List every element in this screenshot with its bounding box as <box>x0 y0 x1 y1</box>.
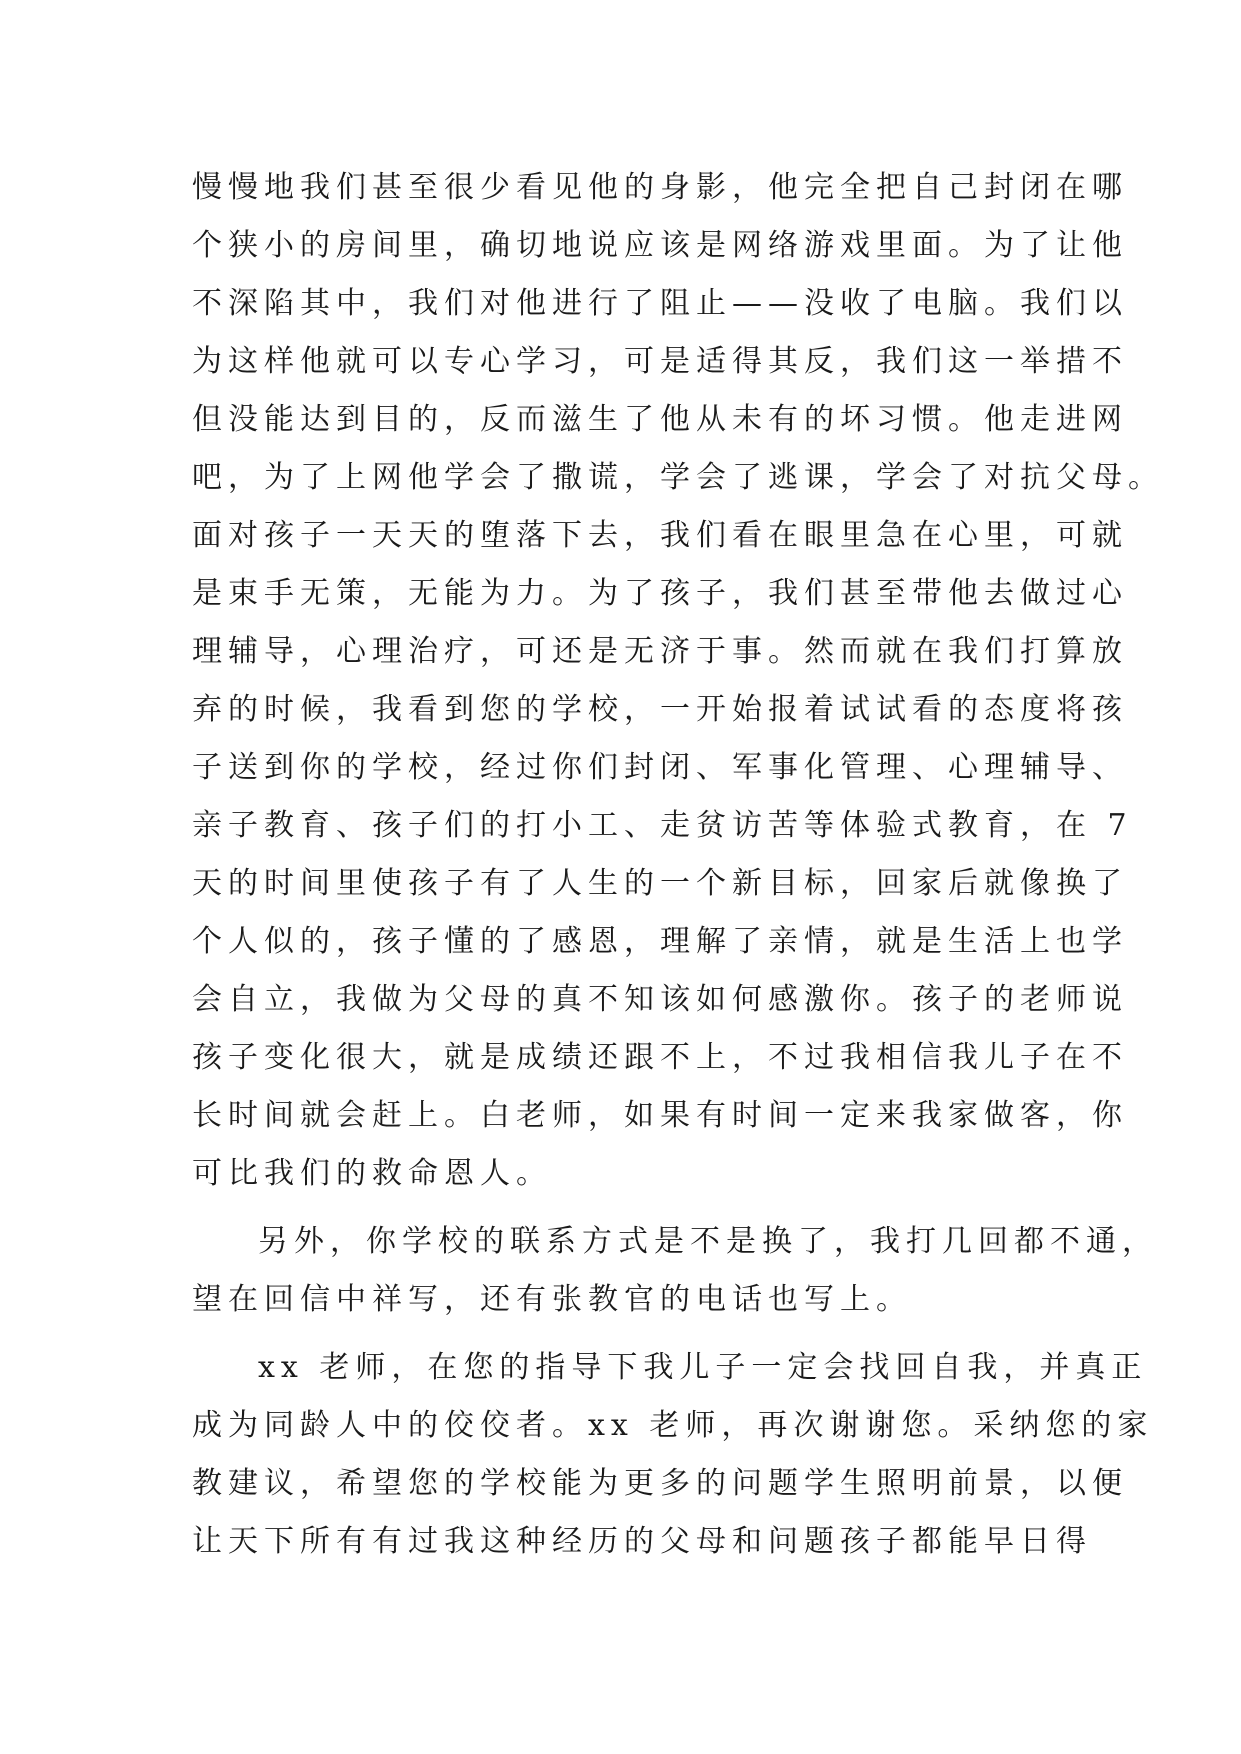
text-line: 个狭小的房间里，确切地说应该是网络游戏里面。为了让他 <box>192 228 1128 263</box>
text-line: 个人似的，孩子懂的了感恩，理解了亲情，就是生活上也学 <box>192 924 1128 959</box>
text-line: xx 老师，在您的指导下我儿子一定会找回自我，并真正 <box>258 1350 1148 1385</box>
text-line: 望在回信中祥写，还有张教官的电话也写上。 <box>192 1282 912 1317</box>
text-line: 长时间就会赶上。白老师，如果有时间一定来我家做客，你 <box>192 1098 1128 1133</box>
text-line: 亲子教育、孩子们的打小工、走贫访苦等体验式教育，在 7 <box>192 808 1133 843</box>
text-line: 弃的时候，我看到您的学校，一开始报着试试看的态度将孩 <box>192 692 1128 727</box>
text-line: 慢慢地我们甚至很少看见他的身影，他完全把自己封闭在哪 <box>192 170 1128 205</box>
text-line: 面对孩子一天天的堕落下去，我们看在眼里急在心里，可就 <box>192 518 1128 553</box>
text-line: 教建议，希望您的学校能为更多的问题学生照明前景，以便 <box>192 1466 1128 1501</box>
text-line: 成为同龄人中的佼佼者。xx 老师，再次谢谢您。采纳您的家 <box>192 1408 1154 1443</box>
text-line: 天的时间里使孩子有了人生的一个新目标，回家后就像换了 <box>192 866 1128 901</box>
text-line: 但没能达到目的，反而滋生了他从未有的坏习惯。他走进网 <box>192 402 1128 437</box>
text-line: 让天下所有有过我这种经历的父母和问题孩子都能早日得 <box>192 1524 1092 1559</box>
text-line: 为这样他就可以专心学习，可是适得其反，我们这一举措不 <box>192 344 1128 379</box>
text-line: 另外，你学校的联系方式是不是换了，我打几回都不通， <box>258 1224 1158 1259</box>
text-line: 孩子变化很大，就是成绩还跟不上，不过我相信我儿子在不 <box>192 1040 1128 1075</box>
text-line: 子送到你的学校，经过你们封闭、军事化管理、心理辅导、 <box>192 750 1128 785</box>
text-line: 会自立，我做为父母的真不知该如何感激你。孩子的老师说 <box>192 982 1128 1017</box>
text-line: 理辅导，心理治疗，可还是无济于事。然而就在我们打算放 <box>192 634 1128 669</box>
text-line: 是束手无策，无能为力。为了孩子，我们甚至带他去做过心 <box>192 576 1128 611</box>
text-line: 不深陷其中，我们对他进行了阻止——没收了电脑。我们以 <box>192 286 1128 321</box>
text-line: 吧，为了上网他学会了撒谎，学会了逃课，学会了对抗父母。 <box>192 460 1164 495</box>
text-line: 可比我们的救命恩人。 <box>192 1156 552 1191</box>
